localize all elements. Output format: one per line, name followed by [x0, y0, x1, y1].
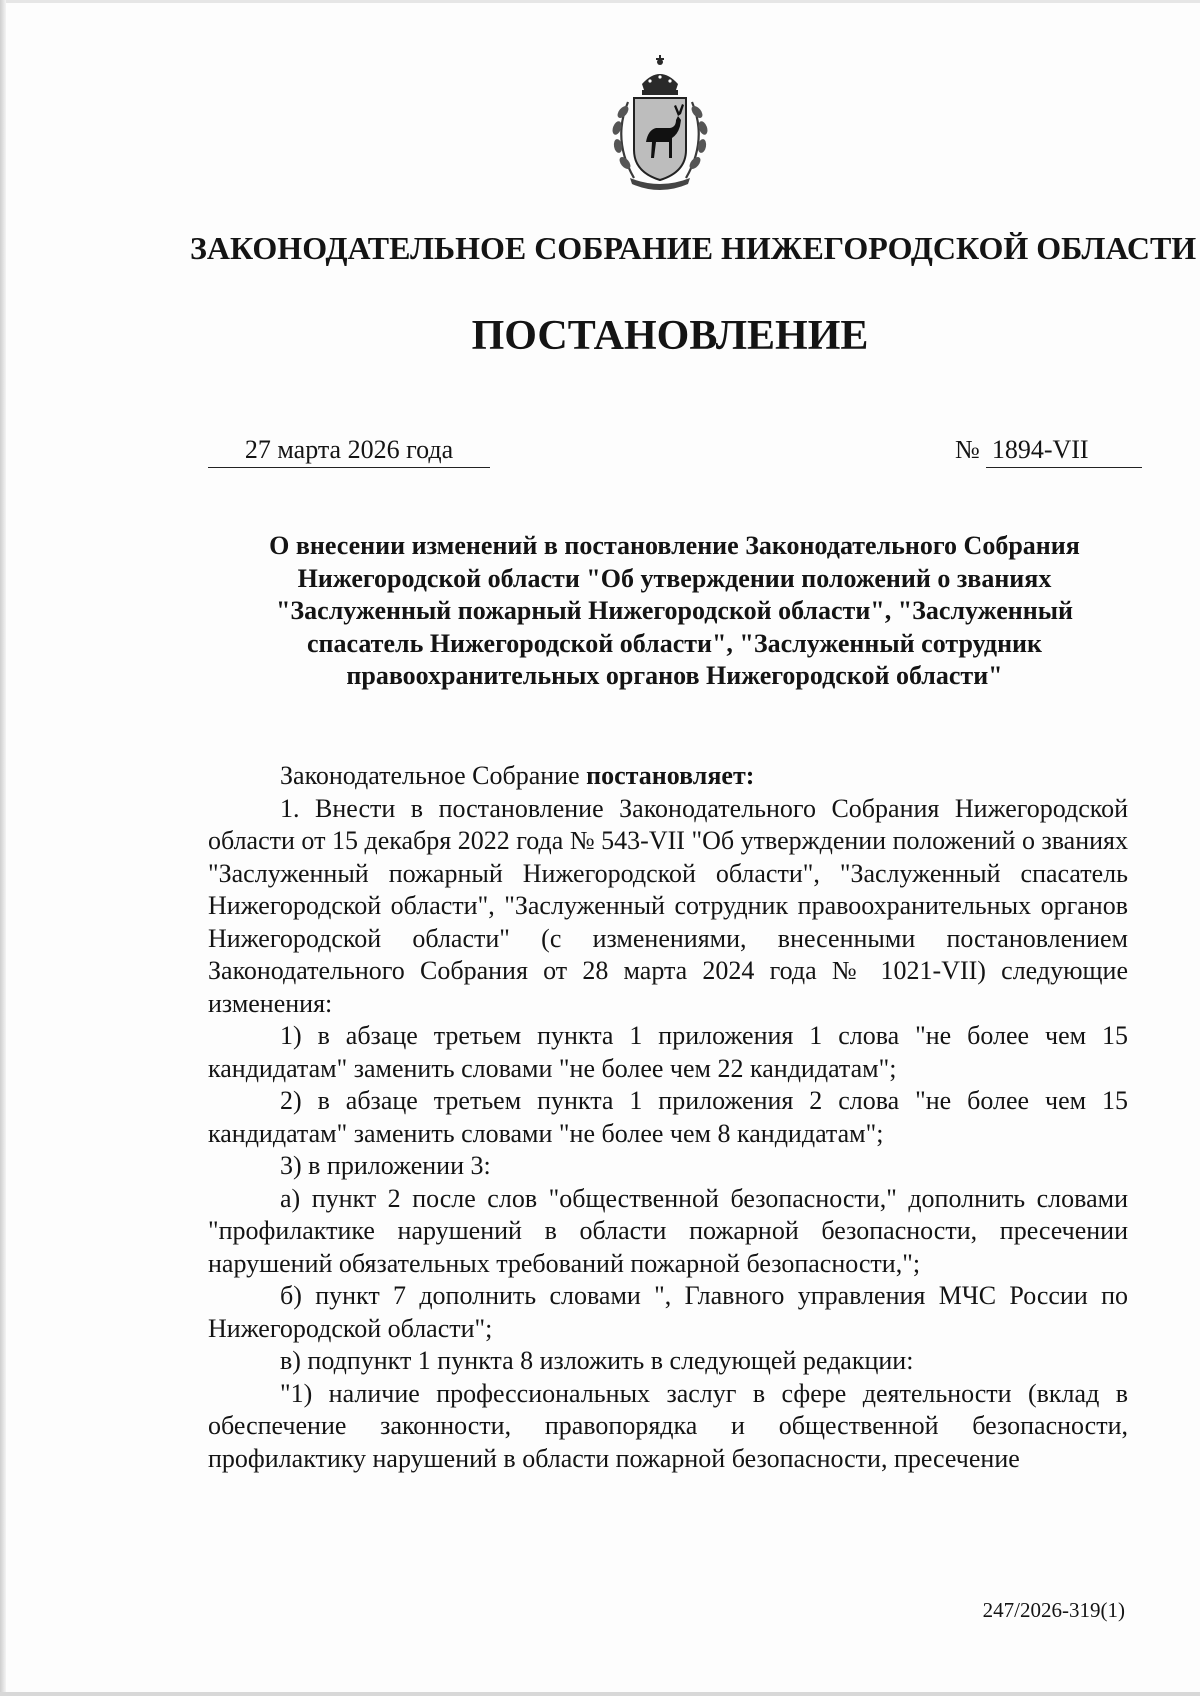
body-paragraph: 2) в абзаце третьем пункта 1 приложения 2 слова "не более чем 15 кандидатам" заменить словами "не более чем 8 кандидатам";: [208, 1086, 1128, 1148]
scan-edge-bottom: [0, 1692, 1200, 1696]
scan-edge-top: [0, 0, 1200, 3]
scan-edge-left: [0, 0, 6, 1696]
body-paragraph: а) пункт 2 после слов "общественной безопасности," дополнить словами "профилактике нарушений в области пожарной безопасности, пресечении нарушений обязательных требований пожарной безопасности,";: [208, 1183, 1128, 1278]
preamble-emphasis: постановляет:: [586, 761, 755, 790]
document-subject: [212, 530, 1137, 693]
number-sign: №: [955, 435, 980, 464]
document-number: 1894-VII: [986, 433, 1142, 468]
body-paragraph: 1. Внести в постановление Законодательного Собрания Нижегородской области от 15 декабря 2022 года № 543-VII "Об утверждении положений о званиях "Заслуженный пожарный Нижегородской области", "Заслуженный спасатель Нижегородской области", "Заслуженный сотрудник правоохранительных органов Нижегородской области" (с изменениями, внесенными постановлением Законодательного Собрания от 28 марта 2024 года № 1021-VII) следующие изменения:: [208, 793, 1128, 1018]
document-body: [208, 760, 1128, 1475]
subject-line: спасатель Нижегородской области", "Заслуженный сотрудник: [306, 628, 1043, 658]
subject-line: правоохранительных органов Нижегородской области": [346, 661, 1003, 690]
body-paragraph: 1) в абзаце третьем пункта 1 приложения 1 слова "не более чем 15 кандидатам" заменить словами "не более чем 22 кандидатам";: [208, 1021, 1128, 1083]
subject-line: "Заслуженный пожарный Нижегородской области", "Заслуженный: [276, 596, 1073, 625]
preamble: [208, 760, 1128, 793]
body-paragraph: б) пункт 7 дополнить словами ", Главного управления МЧС России по Нижегородской области";: [208, 1281, 1128, 1343]
coat-of-arms-icon: [590, 50, 730, 200]
subject-line: Нижегородской области "Об утверждении положений о званиях: [297, 563, 1052, 593]
subject-line: О внесении изменений в постановление Законодательного Собрания: [269, 531, 1080, 560]
document-type-title: ПОСТАНОВЛЕНИЕ: [471, 313, 869, 359]
body-paragraph: в) подпункт 1 пункта 8 изложить в следующей редакции:: [280, 1346, 914, 1375]
footer-registration-code: 247/2026-319(1): [982, 1598, 1125, 1622]
preamble-text: Законодательное Собрание: [280, 761, 587, 790]
document-number-line: [955, 433, 1142, 468]
organization-title: ЗАКОНОДАТЕЛЬНОЕ СОБРАНИЕ НИЖЕГОРОДСКОЙ ОБЛАСТИ: [190, 230, 1197, 266]
body-paragraph: 3) в приложении 3:: [280, 1151, 491, 1180]
document-date: 27 марта 2026 года: [208, 433, 490, 468]
body-paragraph: "1) наличие профессиональных заслуг в сфере деятельности (вклад в обеспечение законности, правопорядка и общественной безопасности, профилактику нарушений в области пожарной безопасности, пресечение: [208, 1378, 1128, 1473]
